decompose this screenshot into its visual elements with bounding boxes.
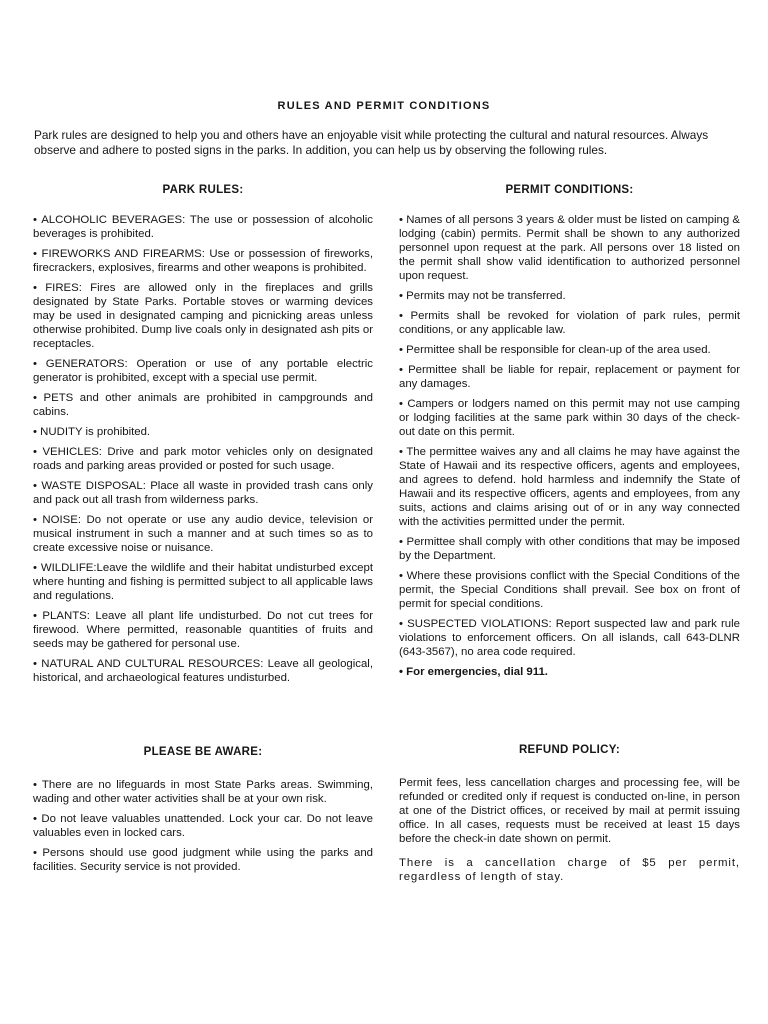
permit-condition-clean-up: • Permittee shall be responsible for clean-up of the area used. (399, 344, 711, 356)
permit-condition-emergencies: • For emergencies, dial 911. (399, 666, 548, 678)
park-rule-vehicles: • VEHICLES: Drive and park motor vehicles only on designated roads and parking areas provided or posted for such usage. (33, 446, 373, 472)
cancellation-charge-paragraph: There is a cancellation charge of $5 per permit, regardless of length of stay. (399, 857, 740, 883)
refund-policy-heading: REFUND POLICY: (518, 744, 621, 756)
park-rule-wildlife: • WILDLIFE:Leave the wildlife and their habitat undisturbed except where hunting and fishing is permitted subject to all applicable laws and regulations. (33, 562, 373, 602)
permit-condition-suspected-violations: • SUSPECTED VIOLATIONS: Report suspected law and park rule violations to enforcement officers. On all islands, call 643-DLNR (643-3567), no area code required. (399, 618, 740, 658)
please-be-aware-heading: PLEASE BE AWARE: (143, 746, 263, 758)
permit-conditions-section (399, 183, 740, 685)
refund-policy-section (399, 743, 740, 894)
document-title: RULES AND PERMIT CONDITIONS (277, 100, 491, 112)
park-rule-nudity: • NUDITY is prohibited. (33, 426, 151, 438)
please-be-aware-section (33, 745, 373, 880)
park-rule-waste-disposal: • WASTE DISPOSAL: Place all waste in provided trash cans only and pack out all trash from wilderness parks. (33, 480, 373, 506)
permit-condition-liable-damages: • Permittee shall be liable for repair, replacement or payment for any damages. (399, 364, 740, 390)
permit-condition-names-listed: • Names of all persons 3 years & older must be listed on camping & lodging (cabin) permits. Permit shall be shown to any authorized personnel upon request at the park. All persons over 18 listed on the permit shall show valid identification to authorized personnel upon request. (399, 214, 740, 282)
permit-condition-special-conditions: • Where these provisions conflict with the Special Conditions of the permit, the Special Conditions shall prevail. See box on front of permit for special conditions. (399, 570, 740, 610)
permit-condition-other-conditions: • Permittee shall comply with other conditions that may be imposed by the Department. (399, 536, 740, 562)
aware-item-valuables: • Do not leave valuables unattended. Lock your car. Do not leave valuables even in locked cars. (33, 813, 373, 839)
park-rule-fires: • FIRES: Fires are allowed only in the fireplaces and grills designated by State Parks. Portable stoves or warming devices may be used in designated camping and picnicking areas unless otherwise prohibited. Dump live coals only in designated ash pits or receptacles. (33, 282, 373, 350)
permit-condition-same-park-30-days: • Campers or lodgers named on this permit may not use camping or lodging facilities at the same park within 30 days of the check-out date on this permit. (399, 398, 740, 438)
park-rules-section (33, 183, 373, 691)
refund-policy-paragraph: Permit fees, less cancellation charges and processing fee, will be refunded or credited only if request is conducted on-line, in person at one of the District offices, or received by mail at permit issuing office. In all cases, requests must be received at least 15 days before the check-in date shown on permit. (399, 777, 740, 845)
park-rule-fireworks-firearms: • FIREWORKS AND FIREARMS: Use or possession of fireworks, firecrackers, explosives, firearms and other weapons is prohibited. (33, 248, 373, 274)
park-rule-noise: • NOISE: Do not operate or use any audio device, television or musical instrument in such a manner and at such times so as to create excessive noise or nuisance. (33, 514, 373, 554)
park-rule-natural-cultural-resources: • NATURAL AND CULTURAL RESOURCES: Leave all geological, historical, and archaeological features undisturbed. (33, 658, 373, 684)
permit-condition-revoked: • Permits shall be revoked for violation of park rules, permit conditions, or any applicable law. (399, 310, 740, 336)
aware-item-lifeguards: • There are no lifeguards in most State Parks areas. Swimming, wading and other water activities shall be at your own risk. (33, 779, 373, 805)
park-rule-plants: • PLANTS: Leave all plant life undisturbed. Do not cut trees for firewood. Where permitted, reasonable quantities of fruits and seeds may be gathered for personal use. (33, 610, 373, 650)
park-rule-alcoholic-beverages: • ALCOHOLIC BEVERAGES: The use or possession of alcoholic beverages is prohibited. (33, 214, 373, 240)
park-rule-generators: • GENERATORS: Operation or use of any portable electric generator is prohibited, except with a special use permit. (33, 358, 373, 384)
permit-condition-not-transferred: • Permits may not be transferred. (399, 290, 566, 302)
permit-condition-waiver: • The permittee waives any and all claims he may have against the State of Hawaii and its respective officers, agents and employees, and agrees to defend. hold harmless and indemnify the State of Hawaii and its respective officers, agents and employees, from any suits, actions and claims arising out of or in any way connected with the activities permitted under the permit. (399, 446, 740, 528)
intro-paragraph: Park rules are designed to help you and others have an enjoyable visit while protecting the cultural and natural resources. Always observe and adhere to posted signs in the parks. In addition, you can help us by observing the following rules. (34, 128, 709, 157)
park-rule-pets: • PETS and other animals are prohibited in campgrounds and cabins. (33, 392, 373, 418)
aware-item-judgment: • Persons should use good judgment while using the parks and facilities. Security service is not provided. (33, 847, 373, 873)
permit-conditions-heading: PERMIT CONDITIONS: (505, 184, 634, 196)
park-rules-heading: PARK RULES: (162, 184, 244, 196)
